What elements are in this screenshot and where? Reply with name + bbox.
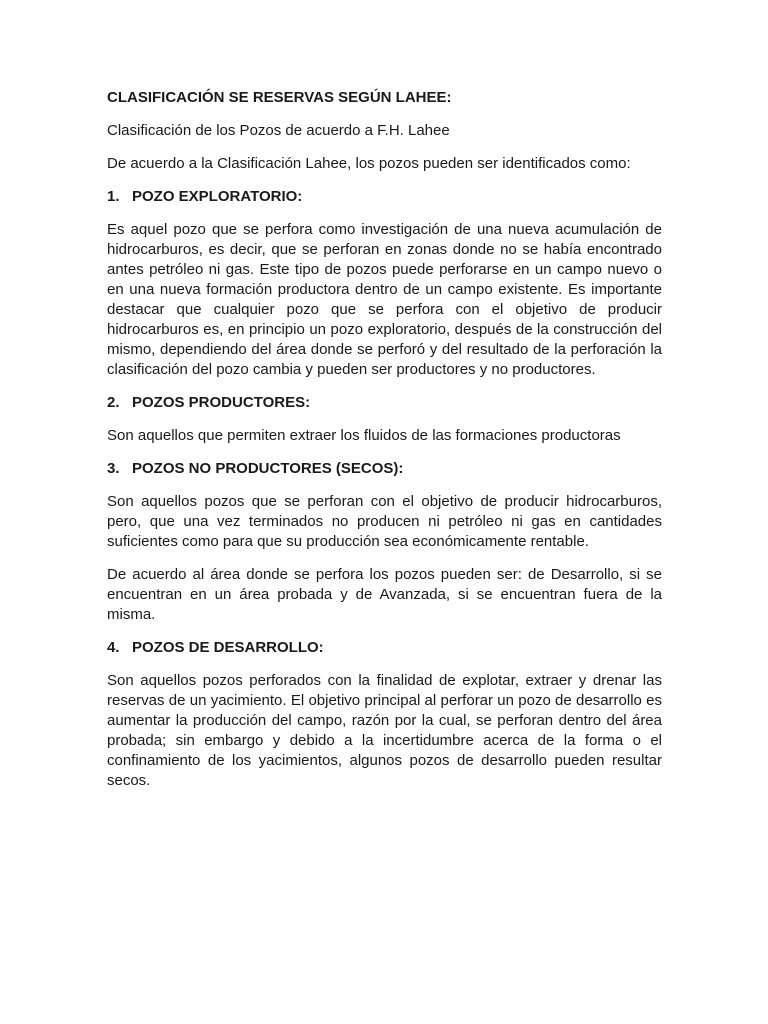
intro-paragraph: De acuerdo a la Clasificación Lahee, los pozos pueden ser identificados como: — [107, 155, 631, 172]
section-heading-text: POZOS DE DESARROLLO: — [132, 639, 324, 656]
section-number: 2. — [107, 394, 120, 411]
paragraph-no-productores: Son aquellos pozos que se perforan con el objetivo de producir hidrocarburos, pero, que una vez terminados no producen ni petróleo ni gas en cantidades suficientes como para que su producción sea económicamente rentable. — [107, 493, 662, 550]
paragraph-exploratorio: Es aquel pozo que se perfora como investigación de una nueva acumulación de hidrocarburos, es decir, que se perforan en zonas donde no se había encontrado antes petróleo ni gas. Este tipo de pozos puede perforarse en un campo nuevo o en una nueva formación productora dentro de un campo existente. Es importante destacar que cualquier pozo que se perfora con el objetivo de producir hidrocarburos es, en principio un pozo exploratorio, después de la construcción del mismo, dependiendo del área donde se perforó y del resultado de la perforación la clasificación del pozo cambia y pueden ser productores y no productores. — [107, 221, 662, 378]
document-subtitle: Clasificación de los Pozos de acuerdo a F.H. Lahee — [107, 122, 450, 139]
document-page — [107, 78, 662, 804]
section-heading-productores — [107, 393, 662, 413]
section-heading-text: POZOS NO PRODUCTORES (SECOS): — [132, 460, 404, 477]
paragraph-productores: Son aquellos que permiten extraer los fluidos de las formaciones productoras — [107, 427, 621, 444]
section-heading-desarrollo — [107, 638, 662, 658]
section-heading-no-productores — [107, 459, 662, 479]
section-heading-text: POZO EXPLORATORIO: — [132, 188, 303, 205]
section-number: 4. — [107, 639, 120, 656]
paragraph-area-perforacion: De acuerdo al área donde se perfora los pozos pueden ser: de Desarrollo, si se encuentran en un área probada y de Avanzada, si se encuentran fuera de la misma. — [107, 566, 662, 623]
document-title: CLASIFICACIÓN SE RESERVAS SEGÚN LAHEE: — [107, 89, 452, 106]
section-heading-exploratorio — [107, 187, 662, 207]
section-number: 1. — [107, 188, 120, 205]
section-number: 3. — [107, 460, 120, 477]
section-heading-text: POZOS PRODUCTORES: — [132, 394, 311, 411]
paragraph-desarrollo: Son aquellos pozos perforados con la finalidad de explotar, extraer y drenar las reservas de un yacimiento. El objetivo principal al perforar un pozo de desarrollo es aumentar la producción del campo, razón por la cual, se perforan dentro del área probada; sin embargo y debido a la incertidumbre acerca de la forma o el confinamiento de los yacimientos, algunos pozos de desarrollo pueden resultar secos. — [107, 672, 662, 789]
